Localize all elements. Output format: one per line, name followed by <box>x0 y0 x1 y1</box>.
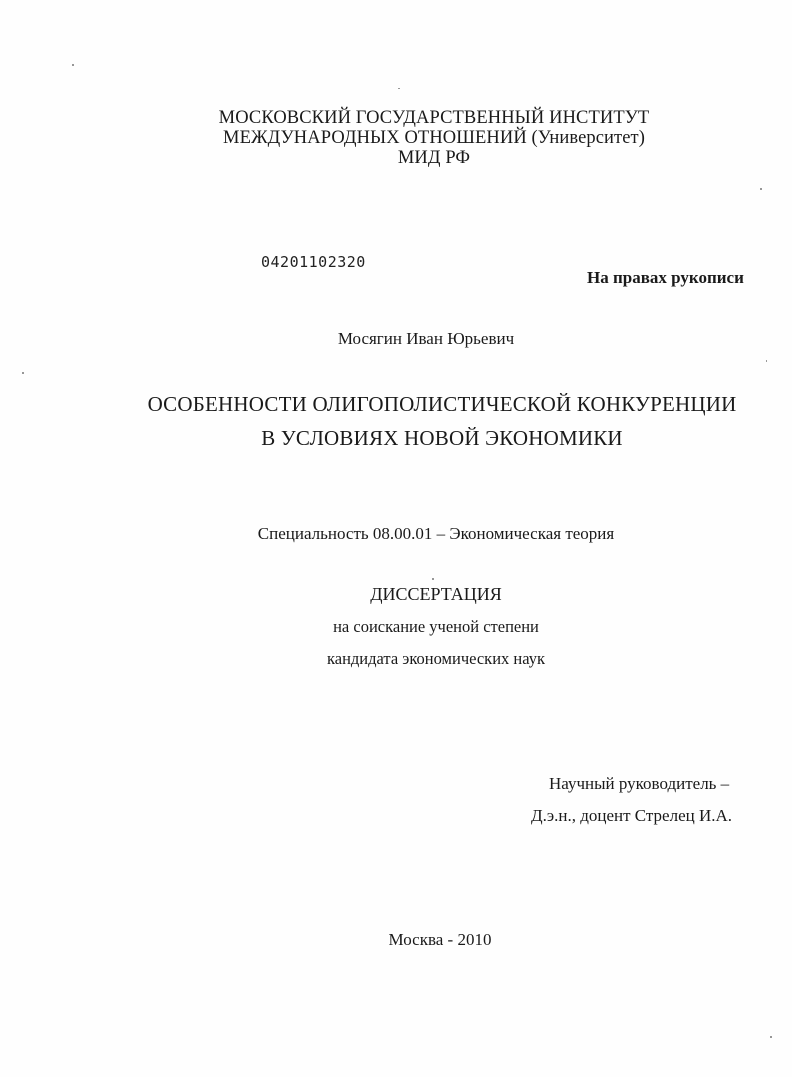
supervisor-name: Д.э.н., доцент Стрелец И.А. <box>531 806 733 825</box>
scan-speck <box>760 188 762 190</box>
author-name: Мосягин Иван Юрьевич <box>337 329 515 348</box>
dissertation-kind: ДИССЕРТАЦИЯ <box>370 584 502 604</box>
scan-speck <box>22 372 24 374</box>
dissertation-title-line-2: В УСЛОВИЯХ НОВОЙ ЭКОНОМИКИ <box>261 426 623 450</box>
scan-speck <box>770 1036 772 1038</box>
degree-line-2: кандидата экономических наук <box>326 649 545 668</box>
institution-line-1: МОСКОВСКИЙ ГОСУДАРСТВЕННЫЙ ИНСТИТУТ <box>218 108 650 128</box>
supervisor-label: Научный руководитель – <box>549 774 730 793</box>
scan-speck <box>72 64 74 66</box>
rights-notice: На правах рукописи <box>587 268 744 287</box>
degree-line-1: на соискание ученой степени <box>333 617 539 636</box>
institution-line-3: МИД РФ <box>397 148 471 168</box>
scan-speck <box>432 578 434 580</box>
institution-line-2: МЕЖДУНАРОДНЫХ ОТНОШЕНИЙ (Университет) <box>223 128 645 148</box>
place-year: Москва - 2010 <box>388 930 492 949</box>
specialty: Специальность 08.00.01 – Экономическая теория <box>257 524 615 543</box>
dissertation-title-line-1: ОСОБЕННОСТИ ОЛИГОПОЛИСТИЧЕСКОЙ КОНКУРЕНЦИИ <box>147 392 737 416</box>
stamp-number: 04201102320 <box>261 253 366 271</box>
scan-speck <box>766 360 767 362</box>
scan-speck <box>398 88 400 89</box>
